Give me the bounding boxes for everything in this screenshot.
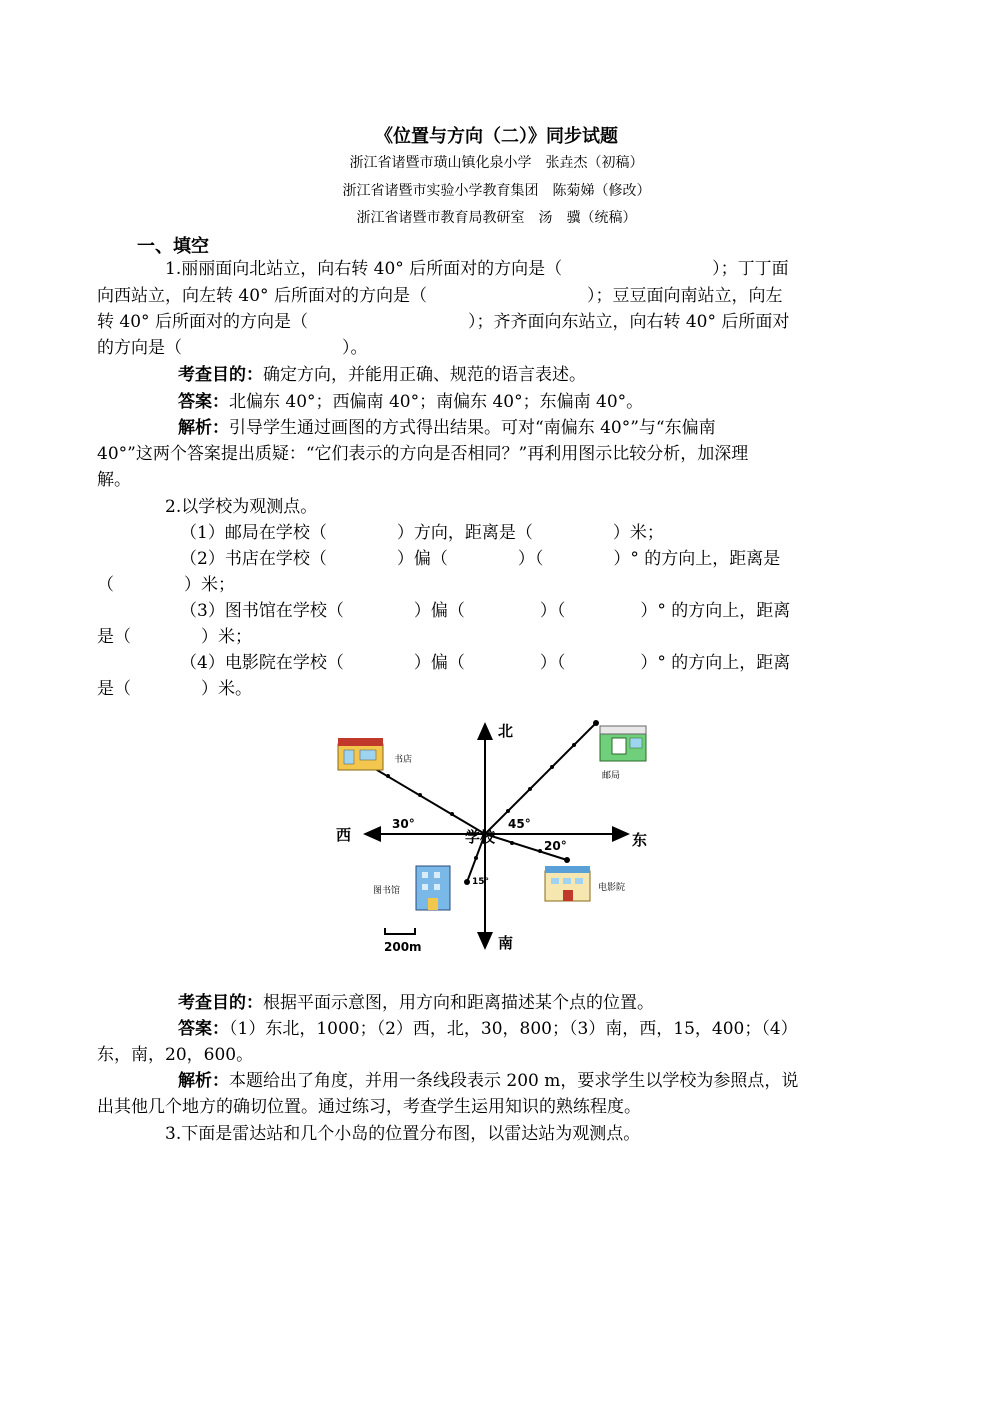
q1-purpose: 考查目的：确定方向，并能用正确、规范的语言表述。 <box>178 365 586 385</box>
west-label: 西 <box>336 826 352 844</box>
north-label: 北 <box>498 722 514 740</box>
page-title: 《位置与方向（二）》同步试题 <box>375 126 618 147</box>
angle-cinema: 20° <box>544 839 567 853</box>
q1-analysis-2: 40°”这两个答案提出质疑：“它们表示的方向是否相同？”再利用图示比较分析，加深理 <box>97 444 749 464</box>
q1-line-3: 转 40° 后所面对的方向是（ ）；齐齐面向东站立，向右转 40° 后所面对 <box>97 312 790 332</box>
q2-sub-4: （4）电影院在学校（ ）偏（ ）（ ）° 的方向上，距离 <box>180 653 791 673</box>
post-office-label: 邮局 <box>602 771 621 781</box>
q2-sub-3: （3）图书馆在学校（ ）偏（ ）（ ）° 的方向上，距离 <box>180 601 791 621</box>
scale-label: 200m <box>384 940 422 954</box>
q1-answer: 答案：北偏东 40°；西偏南 40°；南偏东 40°；东偏南 40°。 <box>178 392 644 412</box>
school-label: 学校 <box>465 828 496 846</box>
bookstore-icon <box>338 738 383 770</box>
author-line-1: 浙江省诸暨市璜山镇化泉小学 张垚杰（初稿） <box>349 155 644 171</box>
post-office-icon <box>600 726 646 761</box>
q2-sub-4-cont: 是（ ）米。 <box>97 679 252 699</box>
q1-line-1: 1.丽丽面向北站立，向右转 40° 后所面对的方向是（ ）；丁丁面 <box>165 259 789 279</box>
scale-bar <box>385 928 415 934</box>
q2-analysis-2: 出其他几个地方的确切位置。通过练习，考查学生运用知识的熟练程度。 <box>97 1097 641 1117</box>
author-line-2: 浙江省诸暨市实验小学教育集团 陈菊娣（修改） <box>342 183 651 199</box>
angle-post: 45° <box>508 817 531 831</box>
q2-sub-2-cont: （ ）米； <box>97 575 235 595</box>
q2-sub-2: （2）书店在学校（ ）偏（ ）（ ）° 的方向上，距离是 <box>180 549 781 569</box>
q1-analysis-1: 解析：引导学生通过画图的方式得出结果。可对“南偏东 40°”与“东偏南 <box>178 418 716 438</box>
author-line-3: 浙江省诸暨市教育局教研室 汤 骥（统稿） <box>356 210 637 226</box>
q2-purpose: 考查目的：根据平面示意图，用方向和距离描述某个点的位置。 <box>178 993 654 1013</box>
q2-sub-1: （1）邮局在学校（ ）方向，距离是（ ）米； <box>180 523 664 543</box>
section-heading: 一、填空 <box>137 236 209 257</box>
direction-diagram <box>330 716 660 956</box>
q2-analysis-1: 解析：本题给出了角度，并用一条线段表示 200 m，要求学生以学校为参照点，说 <box>178 1071 799 1091</box>
library-label: 图书馆 <box>373 886 401 896</box>
bookstore-label: 书店 <box>394 755 413 765</box>
q3-intro: 3.下面是雷达站和几个小岛的位置分布图，以雷达站为观测点。 <box>165 1124 641 1144</box>
q1-line-2: 向西站立，向左转 40° 后所面对的方向是（ ）；豆豆面向南站立，向左 <box>97 286 783 306</box>
q2-sub-3-cont: 是（ ）米； <box>97 627 252 647</box>
library-icon <box>416 866 450 910</box>
cinema-icon <box>545 866 590 901</box>
q2-intro: 2.以学校为观测点。 <box>165 497 318 517</box>
q2-answer-2: 东，南，20，600。 <box>97 1045 254 1065</box>
angle-bookstore: 30° <box>392 817 415 831</box>
q2-answer-1: 答案：（1）东北，1000；（2）西，北，30，800；（3）南，西，15，400；（4） <box>178 1019 798 1039</box>
south-label: 南 <box>498 934 514 952</box>
east-label: 东 <box>632 831 648 849</box>
cinema-label: 电影院 <box>598 883 626 893</box>
angle-library: 15° <box>472 877 490 887</box>
q1-analysis-3: 解。 <box>97 470 131 490</box>
q1-line-4: 的方向是（ ）。 <box>97 338 368 358</box>
